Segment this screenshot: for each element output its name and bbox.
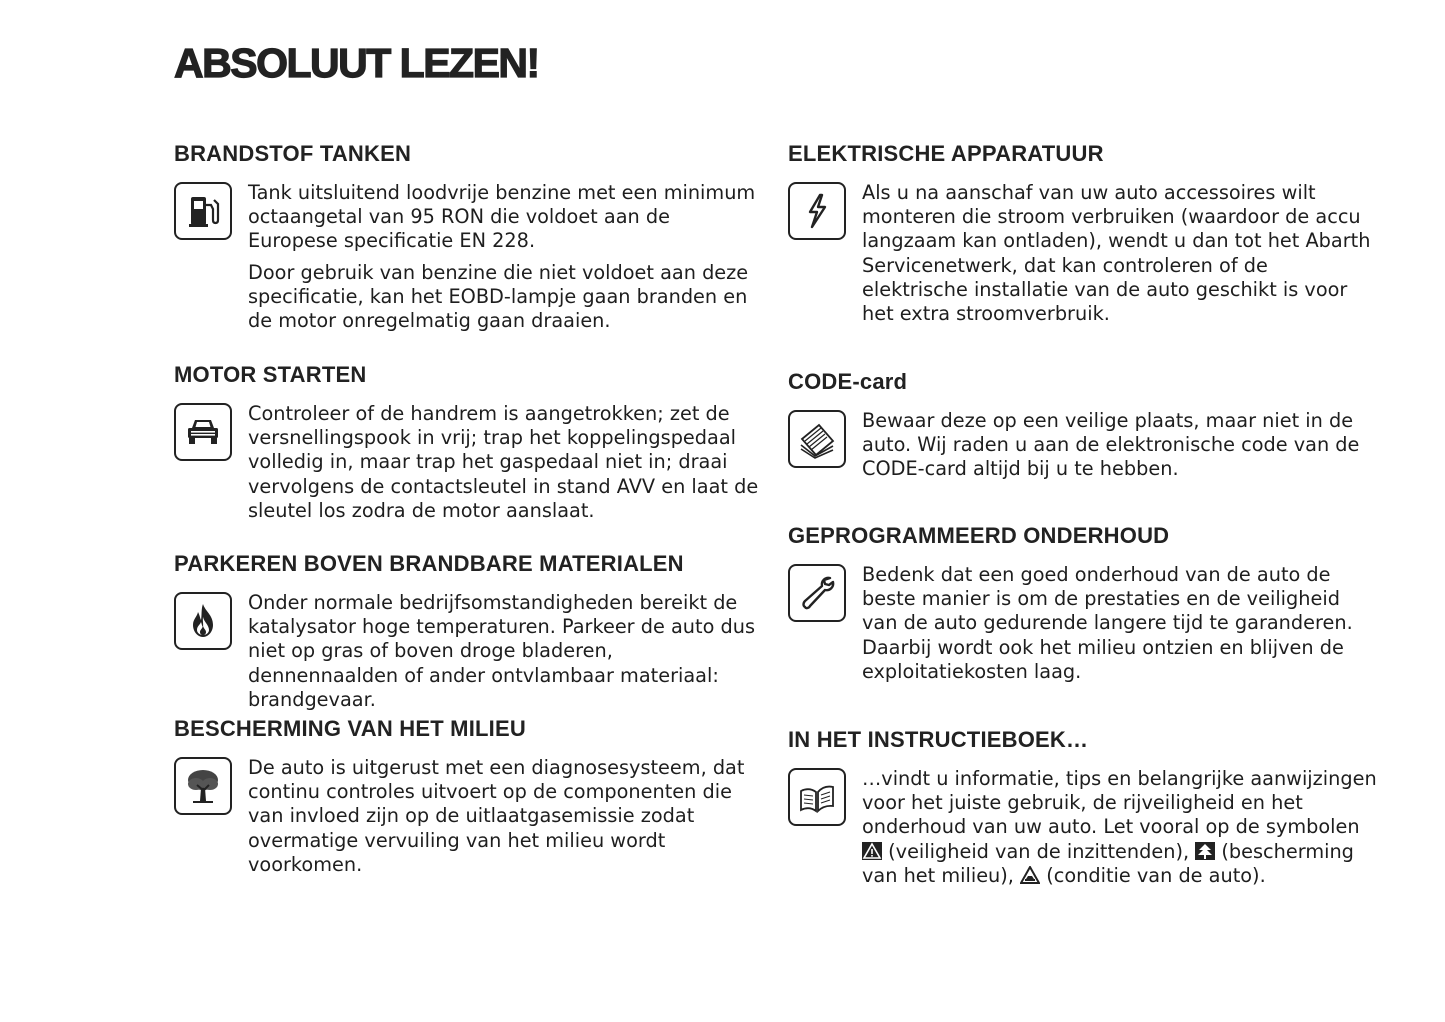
- section-heading: CODE-card: [788, 369, 908, 394]
- open-book-icon: [788, 768, 846, 826]
- environment-symbol-icon: [1195, 842, 1215, 860]
- paragraph: Als u na aanschaf van uw auto accessoires wilt monteren die stroom verbruiken (waardoor de accu langzaam kan ontladen), wendt u dan tot het Abarth Servicenetwerk, dat kan controleren of de elektrische installatie van de auto geschikt is voor het extra stroomverbruik.: [862, 181, 1371, 326]
- lightning-icon: [788, 182, 846, 240]
- section-heading: ELEKTRISCHE APPARATUUR: [788, 141, 1104, 166]
- section-parkeren: [174, 551, 764, 719]
- section-heading: IN HET INSTRUCTIEBOEK…: [788, 727, 1089, 752]
- paragraph: Bedenk dat een goed onderhoud van de auto de beste manier is om de prestaties en de veiligheid van de auto gedurende langere tijd te garanderen. Daarbij wordt ook het milieu ontzien en blijven de exploitatiekosten laag.: [862, 563, 1353, 683]
- section-motor: [174, 362, 764, 530]
- paragraph: Bewaar deze op een veilige plaats, maar niet in de auto. Wij raden u aan de elektronische code van de CODE-card altijd bij u te hebben.: [862, 409, 1360, 481]
- section-instructieboek: [788, 727, 1378, 895]
- section-heading: MOTOR STARTEN: [174, 362, 367, 387]
- section-heading: PARKEREN BOVEN BRANDBARE MATERIALEN: [174, 551, 684, 576]
- section-milieu: [174, 716, 764, 884]
- section-heading: BESCHERMING VAN HET MILIEU: [174, 716, 526, 741]
- flame-icon: [174, 592, 232, 650]
- paragraph: Tank uitsluitend loodvrije benzine met een minimum octaangetal van 95 RON die voldoet aan de Europese specificatie EN 228.: [248, 181, 756, 253]
- section-brandstof: [174, 141, 764, 340]
- paragraph-text: (veiligheid van de inzittenden),: [888, 839, 1190, 863]
- paragraph: Door gebruik van benzine die niet voldoet aan deze specificatie, kan het EOBD-lampje gaan branden en de motor onregelmatig gaan draaien.: [248, 260, 749, 333]
- car-condition-symbol-icon: [1020, 866, 1040, 884]
- paragraph: Onder normale bedrijfsomstandigheden bereikt de katalysator hoge temperaturen. Parkeer de auto dus niet op gras of boven droge bladeren, dennennaalden of ander ontvlambaar materiaal: brandgevaar.: [248, 591, 755, 711]
- page-title: ABSOLUUT LEZEN!: [174, 40, 539, 86]
- section-elektrische: [788, 141, 1378, 333]
- fuel-pump-icon: [174, 182, 232, 240]
- tree-icon: [174, 757, 232, 815]
- paragraph-text: (bescherming van het milieu),: [862, 839, 1354, 887]
- paragraph: De auto is uitgerust met een diagnosesysteem, dat continu controles uitvoert op de componenten die van invloed zijn op de uitlaatgasemissie zodat overmatige vervuiling van het milieu wordt voorkomen.: [248, 756, 745, 876]
- occupant-safety-symbol-icon: [862, 842, 882, 860]
- paragraph: [862, 767, 1378, 888]
- section-codecard: [788, 369, 1378, 489]
- section-heading: GEPROGRAMMEERD ONDERHOUD: [788, 523, 1170, 548]
- wrench-icon: [788, 564, 846, 622]
- paragraph: Controleer of de handrem is aangetrokken; zet de versnellingspook in vrij; trap het koppelingspedaal volledig in, maar trap het gaspedaal niet in; draai vervolgens de contactsleutel in stand AVV en laat de sleutel los zodra de motor aanslaat.: [248, 402, 759, 522]
- paragraph-text: …vindt u informatie, tips en belangrijke aanwijzingen voor het juiste gebruik, de rijveiligheid en het onderhoud van uw auto. Let vooral op de symbolen: [862, 767, 1377, 839]
- paragraph-text: (conditie van de auto).: [1046, 863, 1266, 887]
- code-card-icon: [788, 410, 846, 468]
- section-onderhoud: [788, 523, 1378, 691]
- car-front-icon: [174, 403, 232, 461]
- section-heading: BRANDSTOF TANKEN: [174, 141, 412, 166]
